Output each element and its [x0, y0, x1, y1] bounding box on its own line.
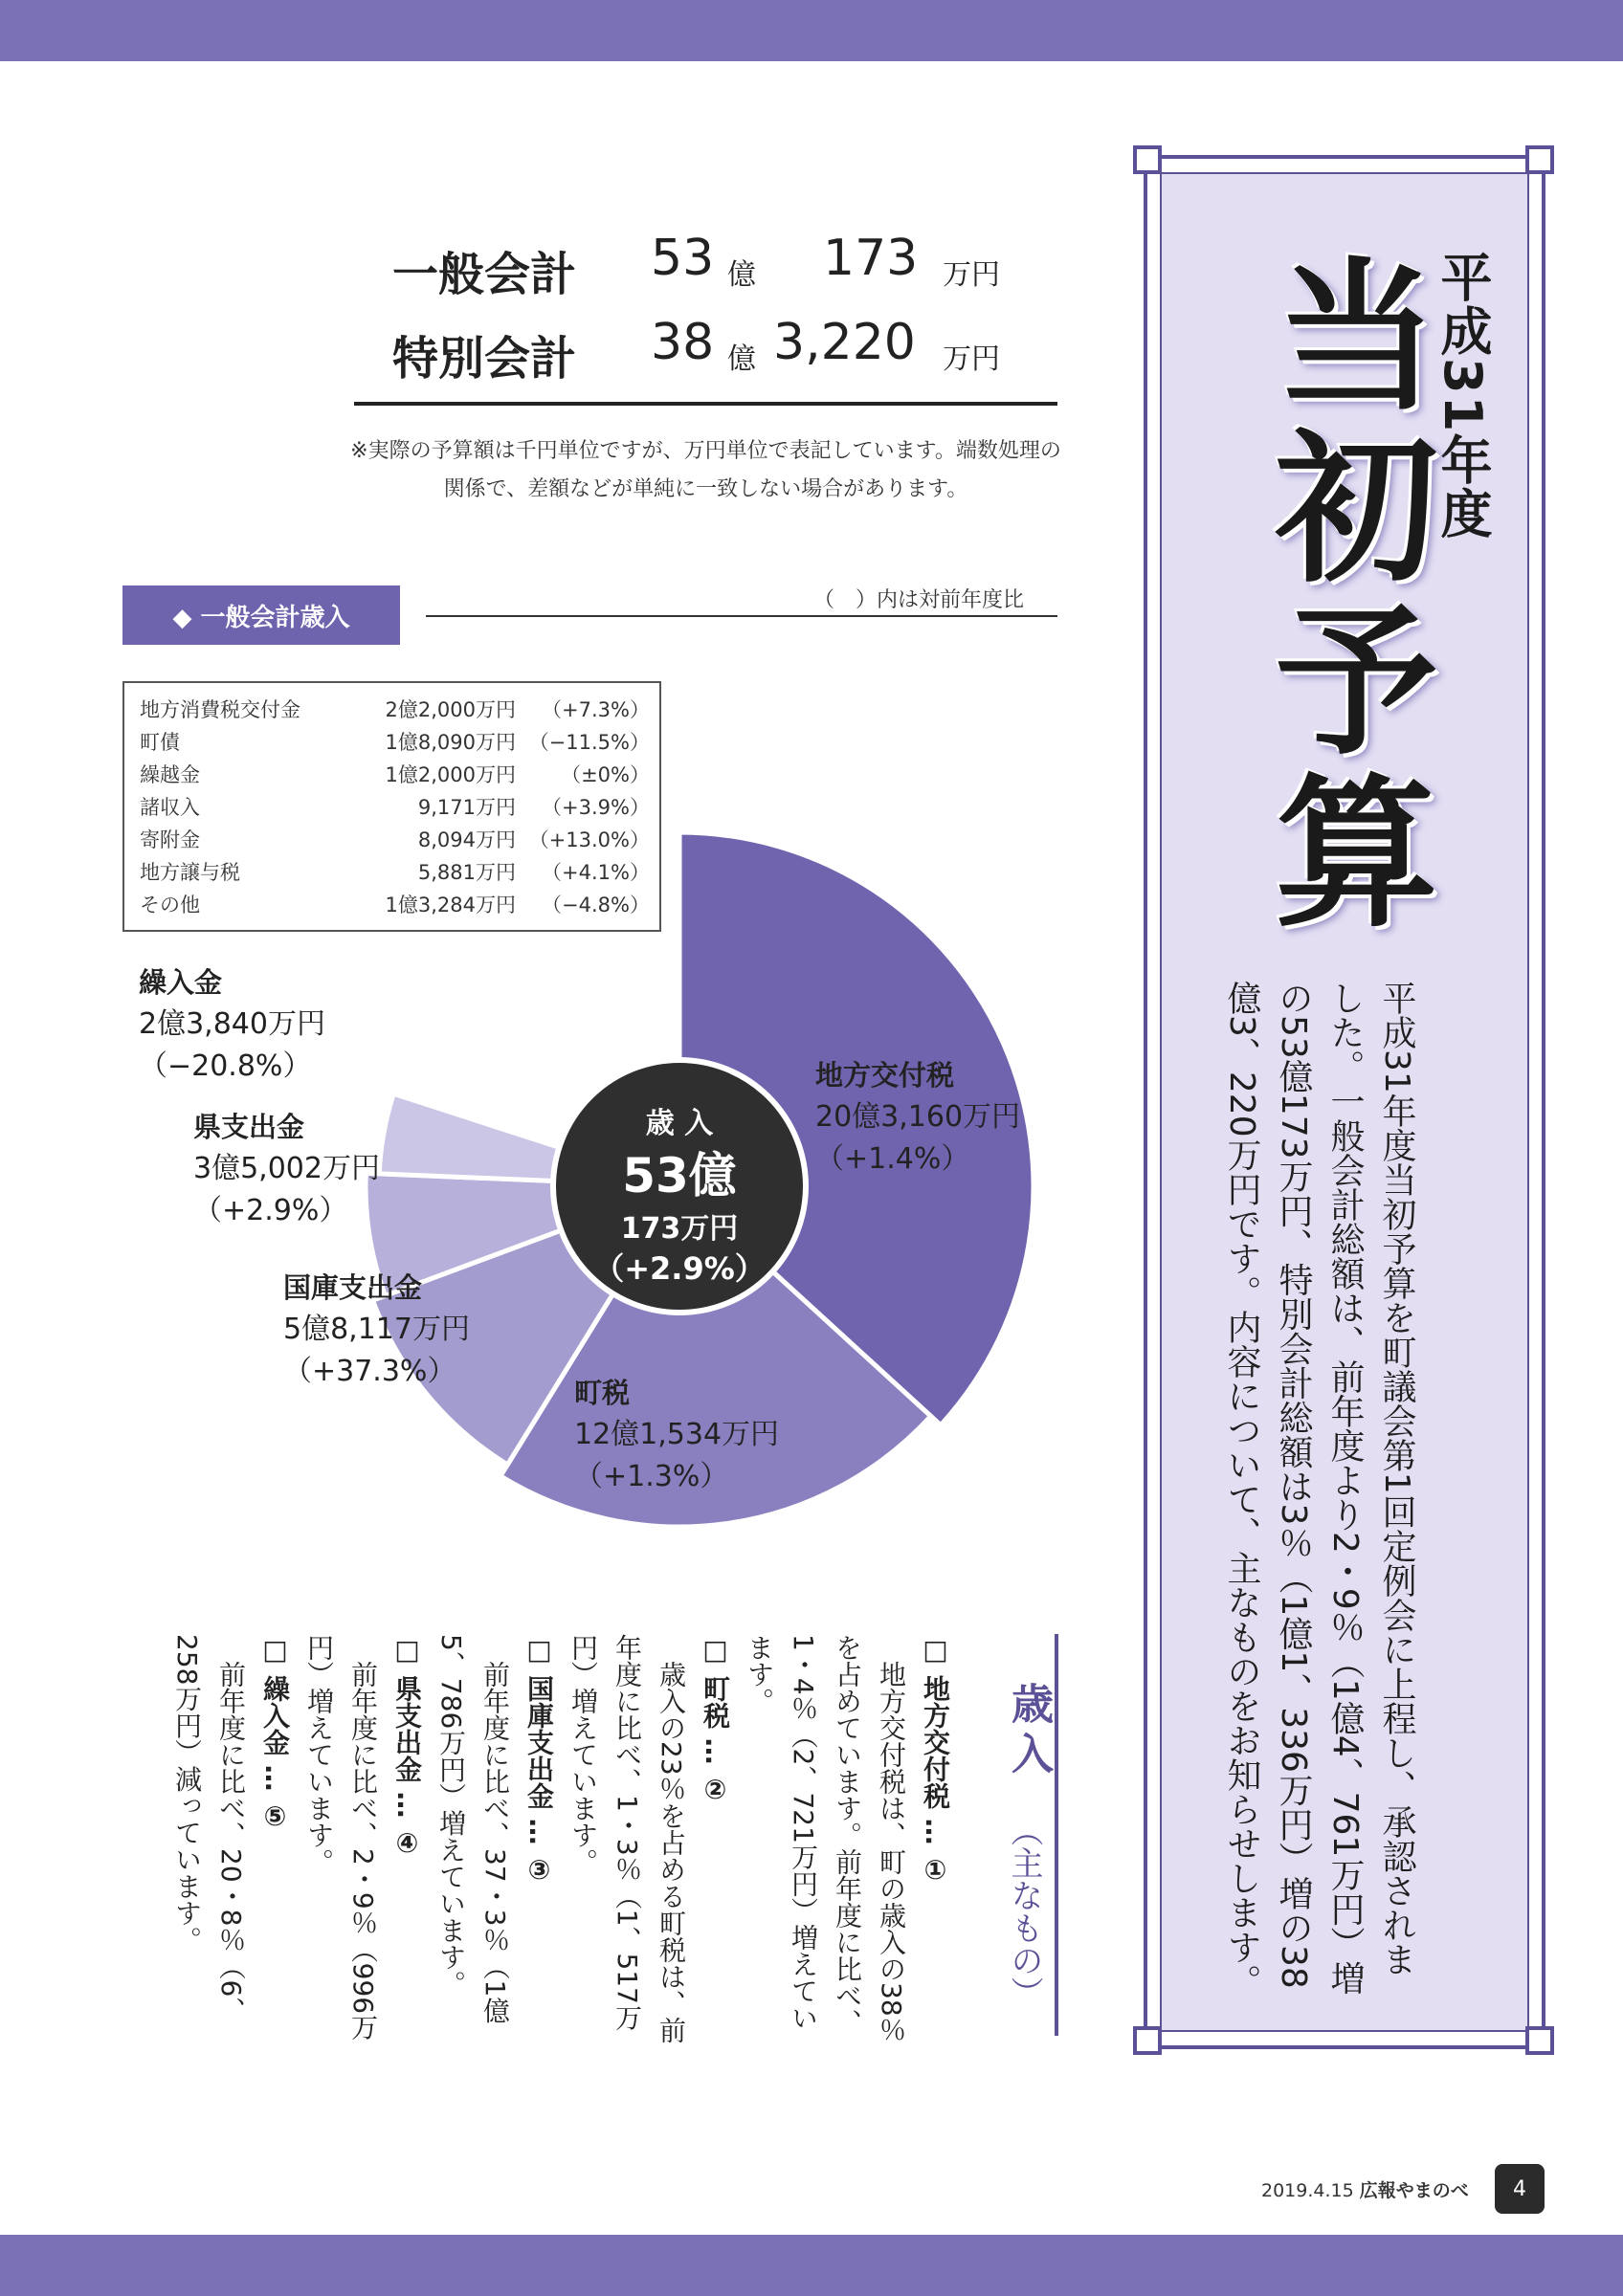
item-amount: 2億2,000万円 — [385, 698, 516, 721]
item-title: □ 町税 … ② — [700, 1634, 731, 1806]
slice-amount: 5億8,117万円 — [283, 1313, 470, 1346]
slice-name: 国庫支出金 — [283, 1271, 423, 1304]
frame-corner-ornament — [1525, 2026, 1554, 2055]
item-name: 地方譲与税 — [140, 861, 240, 884]
section-title: ◆ 一般会計歳入 — [122, 585, 400, 645]
special-man-value: 3,220 — [773, 314, 916, 371]
heading-rule — [1055, 1634, 1058, 2036]
bottom-color-band — [0, 2235, 1623, 2296]
page-number: 4 — [1495, 2164, 1545, 2214]
item-name: 町債 — [140, 731, 180, 754]
intro-text: 平成31年度当初予算を町議会第1回定例会に上程し、承認されました。一般会計総額は、前年度より2・9％（1億4、761万円）増の53億173万円、特別会計総額は3％（1億1、336万円）増の38億3、220万円です。内容について、主なものをお知らせします。 — [1222, 981, 1416, 1998]
slice-label-kokko-shishutsukin — [283, 1267, 470, 1393]
center-pct: （+2.9%） — [593, 1250, 766, 1287]
slice-label-chihou-koufuzei — [815, 1054, 1020, 1181]
center-oku: 53億 — [622, 1148, 737, 1203]
issue-date: 2019.4.15 — [1261, 2180, 1354, 2201]
special-oku-value: 38 — [651, 314, 715, 371]
item-text: 地方交付税は、町の歳入の38％を占めています。前年度に比べ、1・4％（2、721万円）増えています。 — [744, 1634, 907, 2043]
slice-label-chouzei — [574, 1372, 779, 1498]
table-row — [140, 792, 650, 825]
publication-name: 広報やまのべ — [1359, 2180, 1469, 2201]
general-oku-unit: 億 — [727, 258, 756, 292]
item-change: （−4.8%） — [542, 894, 650, 916]
page-title: 当初予算 — [1247, 251, 1436, 939]
slice-amount: 2億3,840万円 — [139, 1007, 325, 1041]
item-amount: 1億2,000万円 — [385, 763, 516, 786]
revenue-main-items-heading — [984, 1634, 1060, 2036]
table-row — [140, 760, 650, 792]
general-account-label: 一般会計 — [392, 248, 577, 301]
item-amount: 5,881万円 — [417, 861, 516, 884]
item-text: 前年度に比べ、37・3％（1億5、786万円）増えています。 — [435, 1634, 511, 2024]
slice-amount: 12億1,534万円 — [574, 1418, 780, 1451]
item-title: □ 県支出金 … ④ — [391, 1634, 423, 1860]
item-name: 地方消費税交付金 — [140, 698, 300, 721]
center-label: 歳 入 — [645, 1107, 714, 1140]
item-amount: 9,171万円 — [417, 796, 516, 819]
slice-amount: 20億3,160万円 — [815, 1100, 1021, 1134]
special-oku-unit: 億 — [727, 342, 756, 376]
item-change: （−11.5%） — [528, 731, 650, 754]
slice-pct: （+1.3%） — [574, 1460, 729, 1493]
slice-name: 町税 — [574, 1377, 631, 1409]
revenue-item-descriptions — [124, 1634, 957, 2055]
item-change: （±0%） — [561, 763, 650, 786]
item-name: その他 — [140, 894, 200, 916]
item-amount: 8,094万円 — [417, 828, 516, 851]
slice-pct: （−20.8%） — [139, 1049, 312, 1083]
slice-pct: （+1.4%） — [815, 1142, 970, 1176]
item-title: □ 地方交付税 … ① — [920, 1634, 951, 1887]
item-name: 繰越金 — [140, 763, 200, 786]
item-name: 諸収入 — [140, 796, 200, 819]
item-amount: 1億8,090万円 — [385, 731, 516, 754]
frame-corner-ornament — [1133, 2026, 1162, 2055]
other-revenue-table — [122, 681, 661, 932]
general-man-unit: 万円 — [943, 258, 1000, 292]
table-row — [140, 727, 650, 760]
center-man: 173万円 — [620, 1212, 739, 1246]
slice-name: 繰入金 — [139, 966, 223, 999]
general-man-value: 173 — [823, 230, 919, 287]
item-text: 前年度に比べ、20・8％（6、258万円）減っています。 — [171, 1634, 247, 2024]
heading-text: 歳入 — [1004, 1682, 1053, 1781]
slice-name: 県支出金 — [193, 1111, 305, 1143]
heading-subtext: （主なもの） — [1005, 1814, 1043, 2009]
table-row — [140, 825, 650, 857]
item-title: □ 繰入金 … ⑤ — [259, 1634, 291, 1833]
item-text: 前年度に比べ、2・9％（996万円）増えています。 — [303, 1634, 379, 2042]
slice-label-kurirekin — [139, 961, 325, 1088]
table-row — [140, 890, 650, 922]
item-amount: 1億3,284万円 — [385, 894, 516, 916]
frame-corner-ornament — [1133, 145, 1162, 174]
table-row — [140, 857, 650, 890]
special-account-label: 特別会計 — [392, 332, 577, 386]
slice-amount: 3億5,002万円 — [193, 1152, 380, 1185]
slice-pct: （+37.3%） — [283, 1355, 456, 1388]
chart-center-total — [550, 1057, 809, 1315]
item-change: （+13.0%） — [528, 828, 650, 851]
item-change: （+3.9%） — [542, 796, 650, 819]
table-row — [140, 695, 650, 727]
slice-label-ken-shishutsukin — [193, 1106, 380, 1232]
item-change: （+4.1%） — [542, 861, 650, 884]
rounding-note: ※実際の予算額は千円単位ですが、万円単位で表記しています。端数処理の関係で、差額などが単純に一致しない場合があります。 — [350, 439, 1061, 501]
special-man-unit: 万円 — [943, 342, 1000, 376]
item-title: □ 国庫支出金 … ③ — [523, 1634, 555, 1887]
slice-name: 地方交付税 — [815, 1059, 955, 1092]
item-change: （+7.3%） — [542, 698, 650, 721]
fiscal-year-heading: 平成31年度 — [1433, 251, 1493, 541]
item-text: 歳入の23％を占める町税は、前年度に比べ、1・3％（1、517万円）増えています。 — [567, 1634, 687, 2043]
issue-footer — [1261, 2176, 1469, 2202]
general-oku-value: 53 — [651, 230, 715, 287]
item-name: 寄附金 — [140, 828, 200, 851]
frame-corner-ornament — [1525, 145, 1554, 174]
slice-pct: （+2.9%） — [193, 1194, 348, 1227]
paren-note: （ ）内は対前年度比 — [813, 588, 1025, 612]
